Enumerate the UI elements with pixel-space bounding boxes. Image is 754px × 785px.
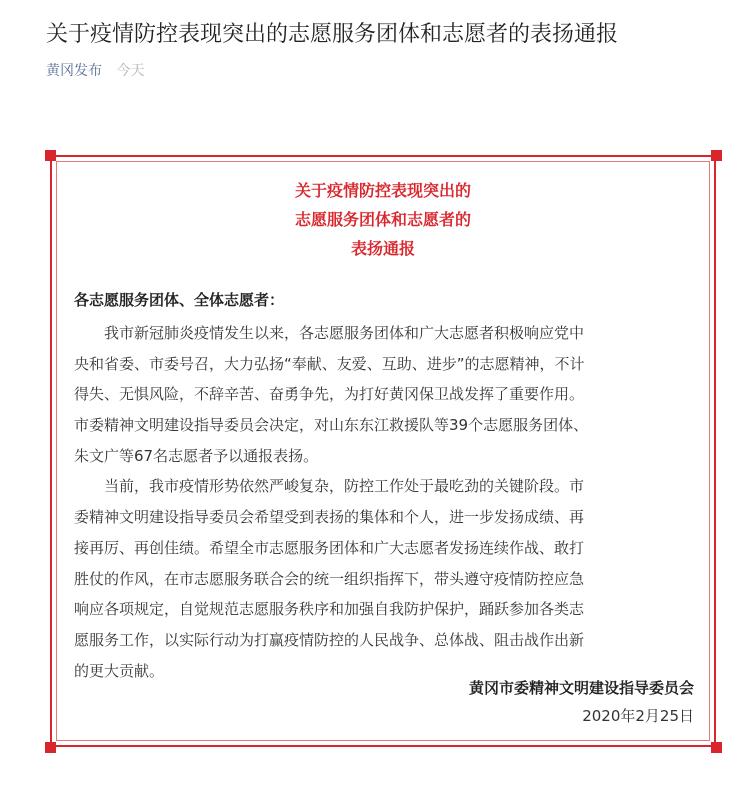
account-name-link[interactable]: 黄冈发布 — [46, 63, 102, 79]
body-line: 得失、无惧风险，不辞辛苦、奋勇争先，为打好黄冈保卫战发挥了重要作用。 — [74, 385, 585, 404]
notice-title-line: 志愿服务团体和志愿者的 — [294, 210, 471, 229]
body-line: 接再厉、再创佳绩。希望全市志愿服务团体和广大志愿者发扬连续作战、敢打 — [74, 538, 585, 557]
salutation: 各志愿服务团体、全体志愿者： — [74, 291, 285, 309]
notice-date: 2020年2月25日 — [582, 707, 694, 725]
corner-ornament-top-left — [45, 150, 56, 161]
issuer-signature: 黄冈市委精神文明建设指导委员会 — [468, 679, 694, 697]
body-line: 的更大贡献。 — [74, 661, 165, 680]
corner-ornament-bottom-right — [711, 742, 722, 753]
corner-ornament-bottom-left — [45, 742, 56, 753]
body-line: 央和省委、市委号召，大力弘扬“奉献、友爱、互助、进步”的志愿精神，不计 — [74, 354, 585, 373]
notice-body — [74, 318, 704, 686]
notice-title — [56, 176, 710, 263]
article-meta — [46, 61, 144, 81]
article-title: 关于疫情防控表现突出的志愿服务团体和志愿者的表扬通报 — [46, 22, 619, 47]
body-line: 朱文广等67名志愿者予以通报表扬。 — [74, 446, 319, 465]
body-line: 我市新冠肺炎疫情发生以来，各志愿服务团体和广大志愿者积极响应党中 — [104, 324, 585, 342]
body-line: 响应各项规定，自觉规范志愿服务秩序和加强自我防护保护，踊跃参加各类志 — [74, 600, 585, 619]
notice-title-line: 关于疫情防控表现突出的 — [294, 181, 471, 200]
notice-title-line: 表扬通报 — [350, 239, 415, 258]
body-line: 胜仗的作风，在市志愿服务联合会的统一组织指挥下，带头遵守疫情防控应急 — [74, 569, 585, 588]
publish-date: 今天 — [116, 63, 145, 79]
corner-ornament-top-right — [711, 150, 722, 161]
body-line: 市委精神文明建设指导委员会决定，对山东东江救援队等39个志愿服务团体、 — [74, 416, 589, 435]
body-line: 委精神文明建设指导委员会希望受到表扬的集体和个人，进一步发扬成绩、再 — [74, 508, 585, 527]
body-line: 愿服务工作，以实际行动为打赢疫情防控的人民战争、总体战、阻击战作出新 — [74, 630, 585, 649]
body-line: 当前，我市疫情形势依然严峻复杂，防控工作处于最吃劲的关键阶段。市 — [104, 477, 585, 496]
